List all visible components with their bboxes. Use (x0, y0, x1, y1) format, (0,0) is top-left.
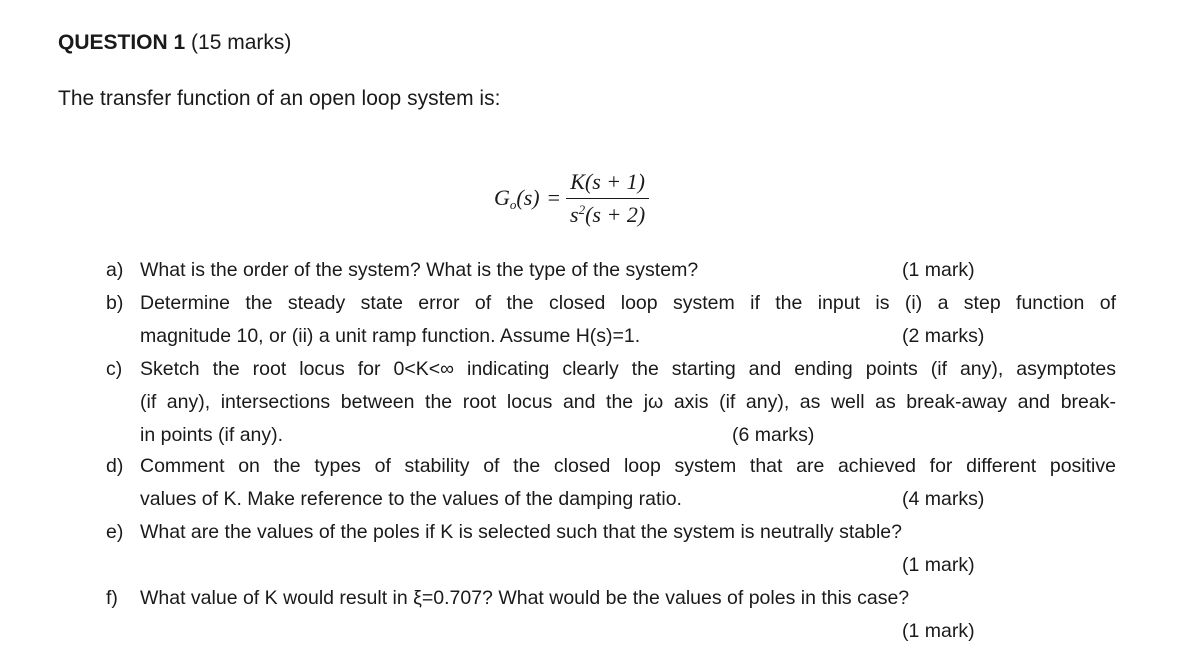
part-text-line: Sketch the root locus for 0<K<∞ indicating clearly the starting and ending points (if any), asymptotes (140, 358, 1116, 380)
part-text-line: Determine the steady state error of the closed loop system if the input is (i) a step function of (140, 292, 1116, 314)
part-letter: a) (106, 259, 124, 281)
part-d (106, 450, 1116, 516)
part-b (106, 287, 1116, 353)
part-marks: (6 marks) (732, 424, 815, 446)
part-marks: (1 mark) (902, 554, 975, 576)
part-text-line: What is the order of the system? What is the type of the system? (140, 259, 699, 281)
part-text-line: (if any), intersections between the root locus and the jω axis (if any), as well as break-away and break- (140, 391, 1116, 413)
question-total-marks: (15 marks) (191, 31, 292, 54)
part-letter: c) (106, 358, 123, 380)
part-text-line: What value of K would result in ξ=0.707? What would be the values of poles in this case? (140, 587, 910, 609)
question-intro: The transfer function of an open loop system is: (58, 87, 501, 110)
part-text-line: Comment on the types of stability of the closed loop system that are achieved for different positive (140, 455, 1116, 477)
part-c (106, 353, 1116, 452)
part-letter: f) (106, 587, 118, 609)
part-marks: (4 marks) (902, 488, 985, 510)
part-marks: (1 mark) (902, 259, 975, 281)
part-text-line: magnitude 10, or (ii) a unit ramp function. Assume H(s)=1. (140, 325, 641, 347)
question-number: QUESTION 1 (58, 31, 186, 54)
part-f (106, 582, 1116, 642)
part-a (106, 254, 1116, 287)
transfer-function-fraction (566, 169, 649, 228)
denominator: $s^2(s + 2)$ (566, 198, 649, 228)
part-marks: (2 marks) (902, 325, 985, 347)
part-letter: b) (106, 292, 124, 314)
part-text-line: values of K. Make reference to the values of the damping ratio. (140, 488, 682, 510)
part-text-line: in points (if any). (140, 424, 284, 446)
transfer-function-lhs: $G_o(s)$ (494, 185, 540, 212)
part-marks: (1 mark) (902, 620, 975, 642)
part-letter: d) (106, 455, 124, 477)
transfer-function-equation (494, 168, 649, 228)
numerator: K(s + 1) (570, 168, 645, 194)
part-e (106, 516, 1116, 576)
part-text-line: What are the values of the poles if K is selected such that the system is neutrally stable? (140, 521, 902, 543)
part-letter: e) (106, 521, 124, 543)
question-heading (58, 31, 291, 55)
equals-sign: = (547, 185, 561, 210)
